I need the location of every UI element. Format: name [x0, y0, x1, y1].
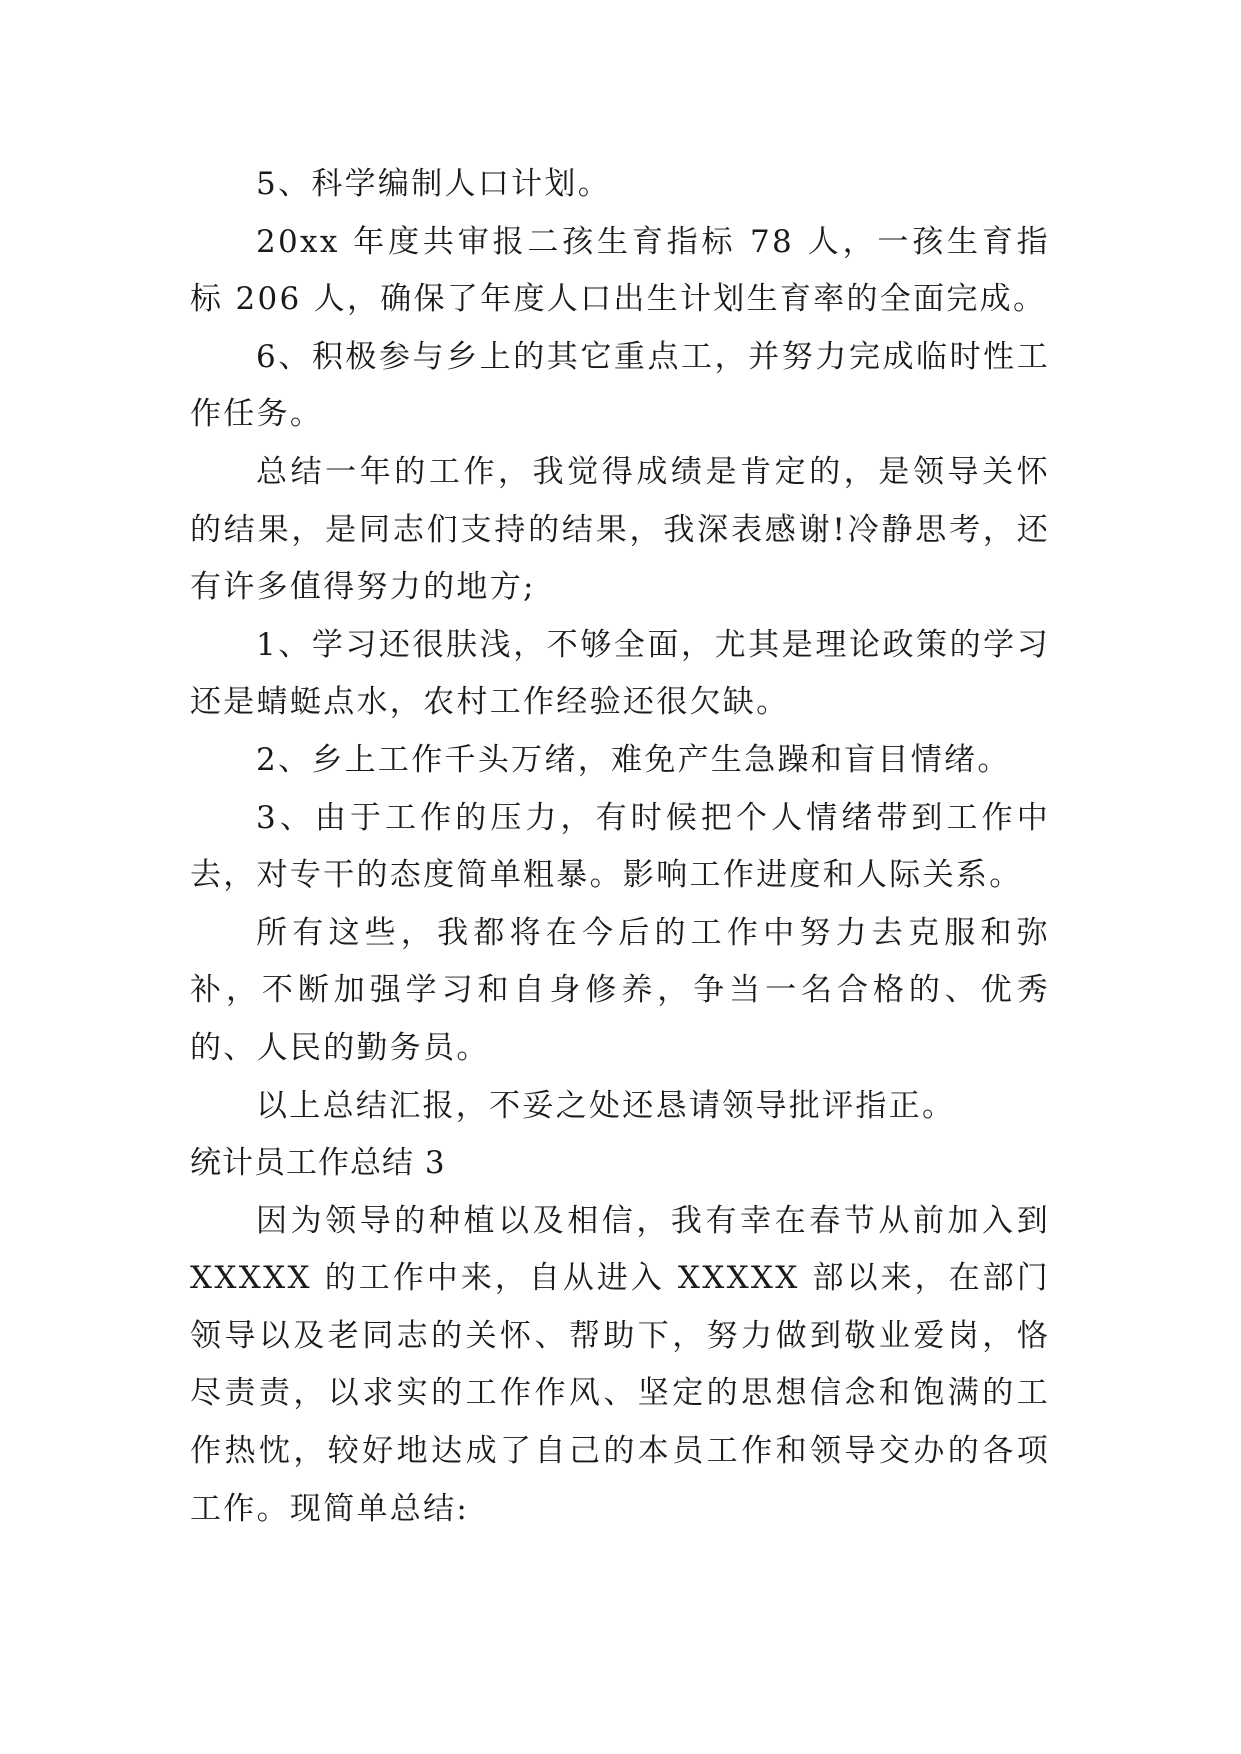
paragraph: 所有这些，我都将在今后的工作中努力去克服和弥补，不断加强学习和自身修养，争当一名合格的、优秀的、人民的勤务员。: [190, 914, 1050, 1066]
paragraph: 1、学习还很肤浅，不够全面，尤其是理论政策的学习还是蜻蜓点水，农村工作经验还很欠缺。: [190, 626, 1050, 721]
paragraph: 6、积极参与乡上的其它重点工，并努力完成临时性工作任务。: [190, 338, 1050, 433]
paragraph: 5、科学编制人口计划。: [256, 166, 612, 202]
section-heading: 统计员工作总结 3: [190, 1145, 446, 1182]
paragraph: 总结一年的工作，我觉得成绩是肯定的，是领导关怀的结果，是同志们支持的结果，我深表感谢!冷静思考，还有许多值得努力的地方;: [190, 453, 1050, 606]
document-body: [190, 156, 1050, 1538]
paragraph: 20xx 年度共审报二孩生育指标 78 人，一孩生育指标 206 人，确保了年度人口出生计划生育率的全面完成。: [190, 223, 1050, 318]
paragraph: 以上总结汇报，不妥之处还恳请领导批评指正。: [256, 1087, 956, 1124]
paragraph: 2、乡上工作千头万绪，难免产生急躁和盲目情绪。: [256, 741, 1011, 778]
paragraph: 3、由于工作的压力，有时候把个人情绪带到工作中去，对专干的态度简单粗暴。影响工作进度和人际关系。: [190, 799, 1050, 894]
paragraph: 因为领导的种植以及相信，我有幸在春节从前加入到 XXXXX 的工作中来，自从进入 XXXXX 部以来，在部门领导以及老同志的关怀、帮助下，努力做到敬业爱岗，恪尽责责，以求实的工作作风、坚定的思想信念和饱满的工作热忱，较好地达成了自己的本员工作和领导交办的各项工作。现简单总结:: [190, 1202, 1050, 1527]
